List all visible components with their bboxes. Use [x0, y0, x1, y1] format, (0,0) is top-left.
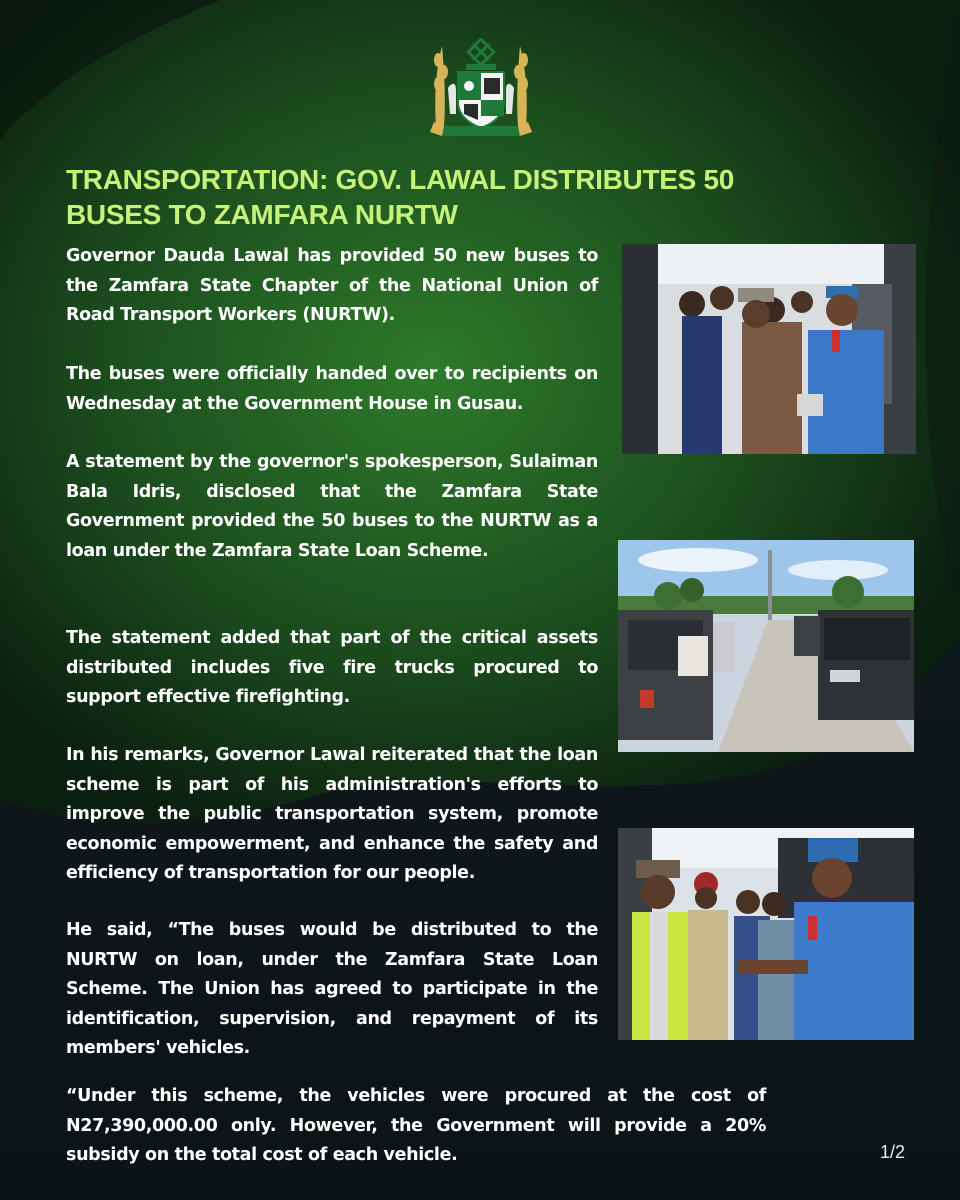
paragraph-4: The statement added that part of the critical assets distributed includes five fire trucks procured to support effective firefighting. — [66, 628, 598, 707]
paragraph-3: A statement by the governor's spokesperson, Sulaiman Bala Idris, disclosed that the Zamfara State Government provided the 50 buses to the NURTW as a loan under the Zamfara State Loan Scheme. — [66, 452, 598, 561]
paragraph-5: In his remarks, Governor Lawal reiterated that the loan scheme is part of his administration's efforts to improve the public transportation system, promote economic empowerment, and enhance the safety and efficiency of transportation for our people. — [66, 745, 598, 883]
governor-speaking-photo — [622, 244, 916, 454]
page-number: 1/2 — [880, 1142, 906, 1162]
state-crest-logo — [428, 38, 534, 138]
headline-line-2: BUSES TO ZAMFARA NURTW — [66, 199, 458, 230]
paragraph-7: “Under this scheme, the vehicles were procured at the cost of N27,390,000.00 only. However, the Government will provide a 20% subsidy on the total cost of each vehicle. — [66, 1086, 766, 1165]
paragraph-1: Governor Dauda Lawal has provided 50 new buses to the Zamfara State Chapter of the National Union of Road Transport Workers (NURTW). — [66, 246, 598, 325]
headline-line-1: TRANSPORTATION: GOV. LAWAL DISTRIBUTES 50 — [66, 164, 735, 195]
headline — [66, 162, 786, 232]
paragraph-2: The buses were officially handed over to recipients on Wednesday at the Government House in Gusau. — [66, 364, 598, 414]
key-handover-photo — [618, 828, 914, 1040]
paragraph-6: He said, “The buses would be distributed to the NURTW on loan, under the Zamfara State Loan Scheme. The Union has agreed to participate in the identification, supervision, and repayment of its members' vehicles. — [66, 920, 598, 1058]
parked-buses-photo — [618, 540, 914, 752]
